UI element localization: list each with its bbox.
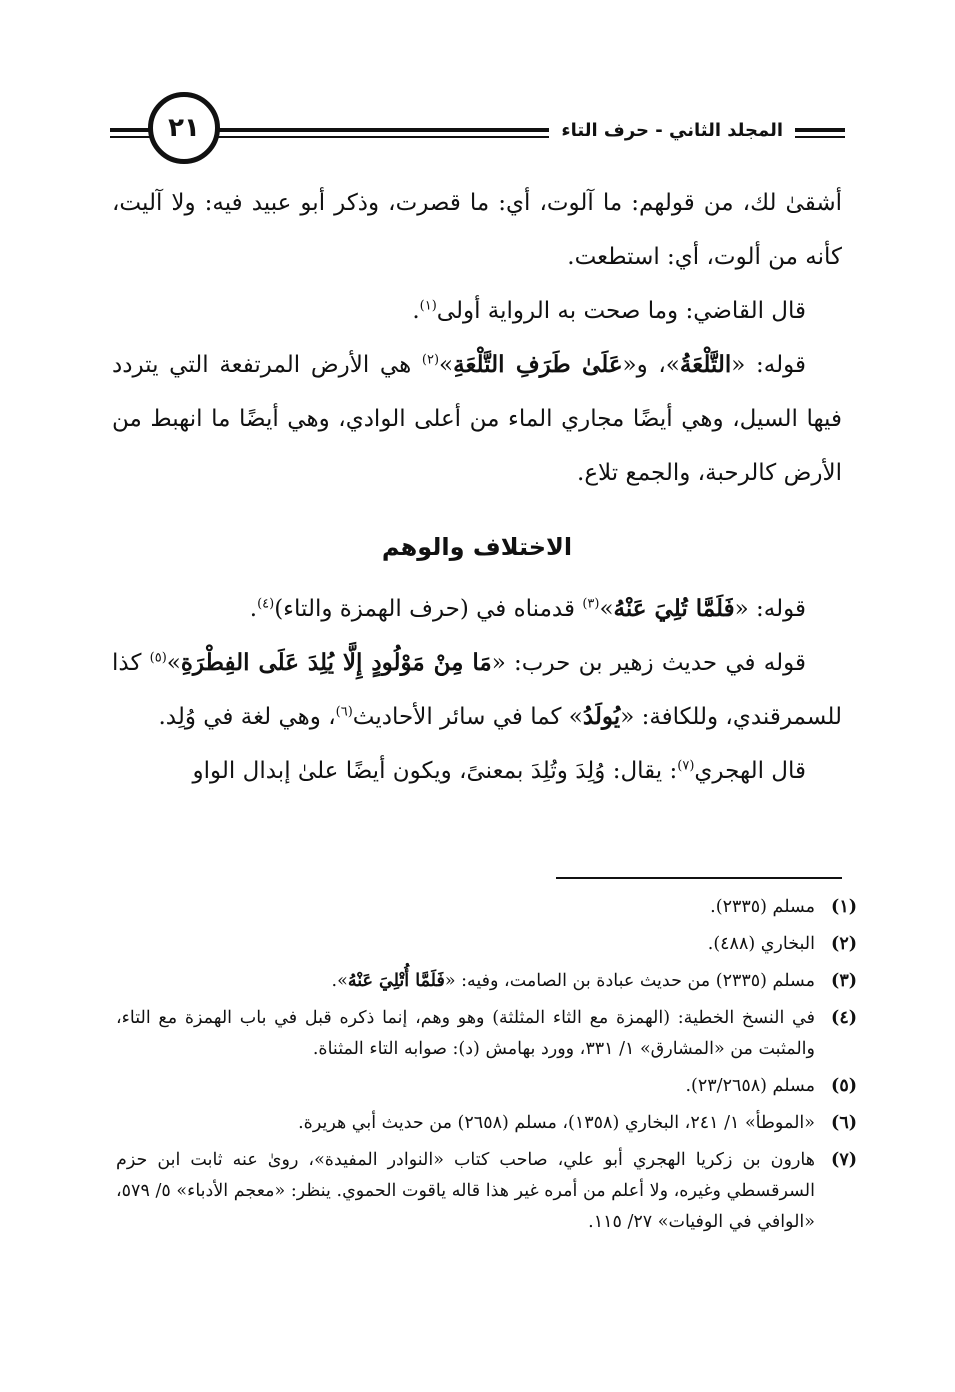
running-title: المجلد الثاني - حرف التاء bbox=[549, 116, 795, 146]
footnote-separator bbox=[556, 877, 842, 879]
footnote-text: مسلم (٢٣٣٥). bbox=[710, 897, 815, 917]
paragraph-3-part-b: »، و« bbox=[622, 352, 680, 378]
footnote-ref-3: (٣) bbox=[582, 596, 600, 612]
page-header bbox=[110, 88, 845, 174]
footnote-ref-5: (٥) bbox=[149, 650, 167, 666]
footnote-number: (١) bbox=[831, 897, 857, 917]
paragraph-4-part-d: . bbox=[249, 596, 258, 622]
quoted-word-yulad: يُولَدُ bbox=[582, 703, 621, 730]
paragraph-3-part-c: » bbox=[439, 352, 454, 378]
footnote-ref-2: (٢) bbox=[421, 352, 440, 368]
paragraph-5-part-b: » bbox=[166, 650, 181, 676]
paragraph-3-part-a: قوله: « bbox=[731, 352, 806, 378]
footnote-2 bbox=[112, 929, 857, 960]
footnote-ref-1: (١) bbox=[419, 298, 437, 314]
paragraph-6 bbox=[112, 744, 842, 798]
footnote-4 bbox=[112, 1003, 857, 1065]
footnote-text-tail: ». bbox=[331, 971, 348, 991]
quoted-phrase-falamma: فَلَمَّا تُلِيَ عَنْهُ bbox=[613, 595, 735, 622]
paragraph-1: أشقىٰ لك، من قولهم: ما آلوت، أي: ما قصرت، وذكر أبو عبيد فيه: ولا آليت، كأنه من ألوت، أي: استطعت. bbox=[112, 190, 842, 270]
footnote-number: (٧) bbox=[831, 1150, 857, 1170]
footnote-number: (٤) bbox=[831, 1008, 857, 1028]
section-heading: الاختلاف والوهم bbox=[381, 533, 573, 561]
quoted-hadith-mawlud: مَا مِنْ مَوْلُودٍ إِلَّا يُلِدَ عَلَى الفِطْرَةِ bbox=[180, 649, 492, 676]
footnote-text: «الموطأ» ١/ ٢٤١، البخاري (١٣٥٨)، مسلم (٢٦٥٨) من حديث أبي هريرة. bbox=[298, 1113, 815, 1133]
paragraph-5-part-c: كذا للسمرقندي، وللكافة: « bbox=[112, 650, 842, 730]
footnote-3 bbox=[112, 966, 857, 997]
paragraph-4 bbox=[112, 582, 842, 636]
footnote-text: هارون بن زكريا الهجري أبو علي، صاحب كتاب «النوادر المفيدة»، روىٰ عنه ثابت ابن حزم السرقسطي وغيره، ولا أعلم من أمره غير هذا قاله ياقوت الحموي. ينظر: «معجم الأدباء» ٥/ ٥٧٩، «الوافي في الوفيات» ٢٧/ ١١٥. bbox=[116, 1150, 815, 1232]
quoted-term-talah: التَّلْعَةُ bbox=[679, 351, 732, 378]
paragraph-3 bbox=[112, 338, 842, 500]
footnote-5 bbox=[112, 1071, 857, 1102]
paragraph-4-part-b: » bbox=[599, 596, 614, 622]
footnote-text: في النسخ الخطية: (الهمزة مع الثاء المثلثة) وهو وهم، إنما ذكره قبل في باب الهمزة مع التاء، والمثبت من «المشارق» ١/ ٣٣١، وورد بهامش (د): صوابه التاء المثناة. bbox=[116, 1008, 815, 1059]
footnote-number: (٢) bbox=[831, 934, 857, 954]
footnotes bbox=[112, 892, 857, 1244]
footnote-text: مسلم (٢٣٣٥) من حديث عبادة بن الصامت، وفيه: « bbox=[444, 971, 815, 991]
paragraph-5 bbox=[112, 636, 842, 744]
footnote-number: (٦) bbox=[831, 1113, 857, 1133]
footnote-number: (٥) bbox=[831, 1076, 857, 1096]
footnote-ref-4: (٤) bbox=[257, 596, 275, 612]
paragraph-2 bbox=[112, 284, 842, 338]
page-number: ٢١ bbox=[148, 92, 220, 164]
footnote-quoted-phrase: فَلَمَّا أُتْلِيَ عَنْهُ bbox=[347, 971, 445, 991]
paragraph-5-part-e: ، وهي لغة في وُلِد. bbox=[158, 704, 336, 730]
footnote-6 bbox=[112, 1108, 857, 1139]
paragraph-5-part-d: » كما في سائر الأحاديث bbox=[352, 704, 583, 730]
footnote-number: (٣) bbox=[831, 971, 857, 991]
paragraph-2-text: قال القاضي: وما صحت به الرواية أولى bbox=[436, 298, 806, 324]
footnote-text: البخاري (٤٨٨). bbox=[707, 934, 815, 954]
quoted-phrase-ala-taraf: عَلَىٰ طَرَفِ التَّلْعَةِ bbox=[453, 351, 623, 378]
footnote-ref-7: (٧) bbox=[677, 758, 695, 774]
footnote-text: مسلم (٢٣/٢٦٥٨). bbox=[685, 1076, 815, 1096]
paragraph-3-part-d: هي الأرض المرتفعة التي يتردد فيها السيل، وهي أيضًا مجاري الماء من أعلى الوادي، وهي أيضًا ما انهبط من الأرض كالرحبة، والجمع تلاع. bbox=[112, 352, 842, 486]
paragraph-2-end: . bbox=[412, 298, 420, 324]
footnote-text-wrapper bbox=[112, 966, 815, 997]
paragraph-4-part-a: قوله: « bbox=[734, 596, 806, 622]
paragraph-4-part-c: قدمناه في (حرف الهمزة والتاء) bbox=[274, 596, 583, 622]
paragraph-5-part-a: قوله في حديث زهير بن حرب: « bbox=[491, 650, 806, 676]
footnote-1 bbox=[112, 892, 857, 923]
paragraph-6-part-a: قال الهجري bbox=[694, 758, 806, 784]
main-text bbox=[112, 176, 842, 798]
footnote-ref-6: (٦) bbox=[335, 704, 353, 720]
footnote-7 bbox=[112, 1145, 857, 1238]
paragraph-6-part-b: : يقال: وُلِدَ وتُلِدَ بمعنىً، ويكون أيضًا علىٰ إبدال الواو bbox=[192, 758, 678, 784]
